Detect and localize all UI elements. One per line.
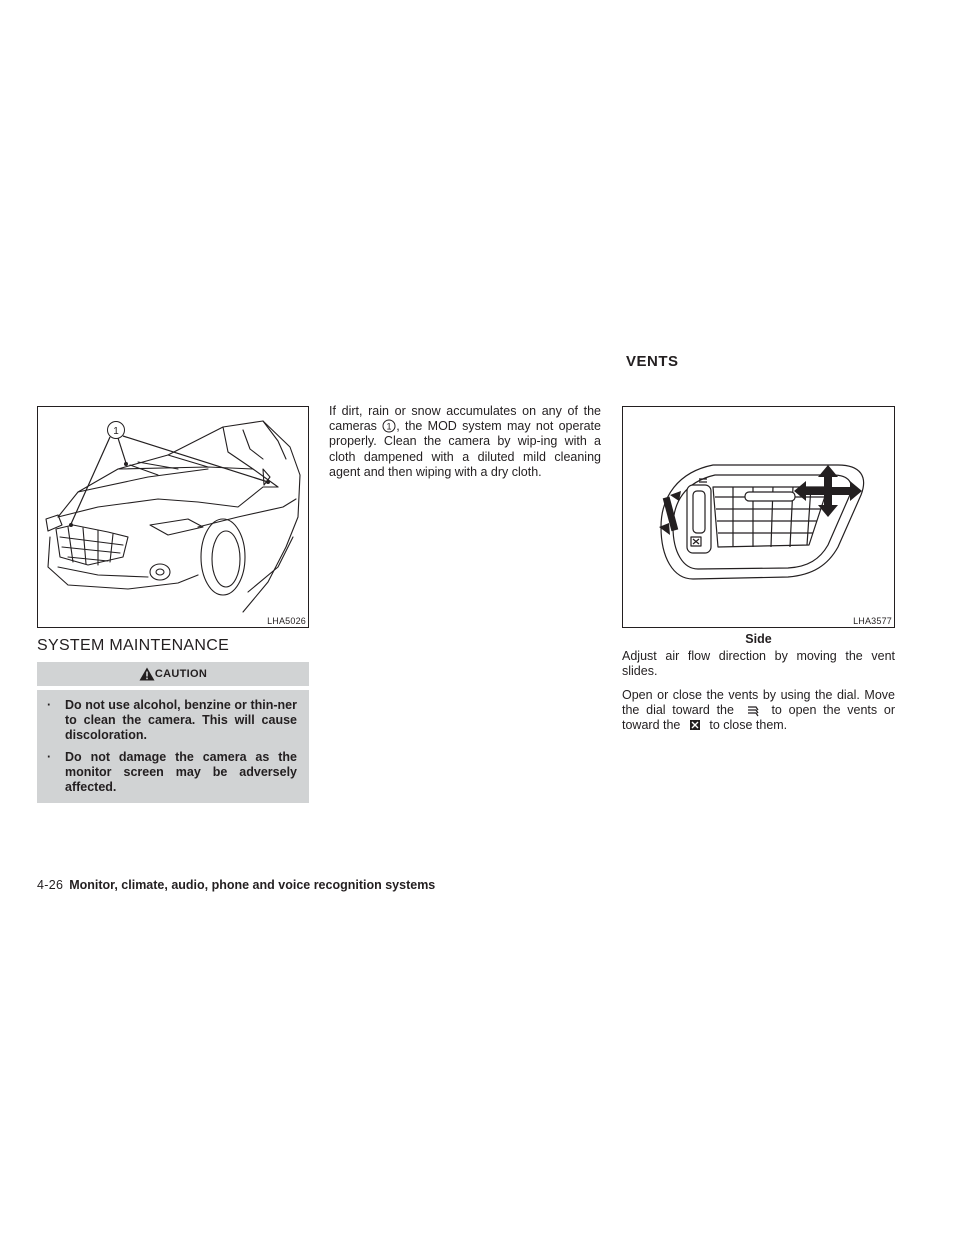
caution-list bbox=[37, 690, 309, 803]
section-title-system-maintenance: SYSTEM MAINTENANCE bbox=[37, 637, 230, 654]
warning-triangle-icon bbox=[139, 667, 155, 681]
callout-1-icon bbox=[382, 419, 396, 433]
caution-item: · Do not damage the camera as the monitor screen may be adversely affected. bbox=[47, 749, 297, 795]
camera-cleaning-paragraph: If dirt, rain or snow accumulates on any of the cameras 1 , the MOD system may not operate properly. Clean the camera by wip-ing with a cloth dampened with a diluted mild cleaning agent and then wiping with a dry cloth. bbox=[329, 404, 601, 479]
page-footer bbox=[37, 878, 435, 892]
chapter-title: Monitor, climate, audio, phone and voice recognition systems bbox=[69, 878, 436, 892]
callout-number: 1 bbox=[113, 426, 119, 437]
caution-item: · Do not use alcohol, benzine or thin-ner to clean the camera. This will cause discoloration. bbox=[47, 698, 297, 743]
caution-header bbox=[37, 662, 309, 686]
close-vent-icon bbox=[684, 719, 706, 732]
figure-caption: Side bbox=[745, 632, 772, 646]
caution-label: CAUTION bbox=[154, 668, 208, 680]
vent-figure bbox=[622, 406, 895, 628]
car-illustration bbox=[38, 407, 308, 627]
svg-text:1: 1 bbox=[386, 421, 392, 432]
vents-paragraph-dial: Open or close the vents by using the dial. Move the dial toward the to open the vents or toward the to close them. bbox=[622, 688, 896, 733]
caution-box bbox=[37, 662, 309, 803]
figure-code: LHA5026 bbox=[267, 616, 306, 626]
vent-illustration bbox=[623, 407, 894, 627]
car-camera-figure bbox=[37, 406, 309, 628]
figure-code: LHA3577 bbox=[853, 616, 892, 626]
page-number: 4-26 bbox=[37, 878, 64, 892]
vents-paragraph-airflow: Adjust air flow direction by moving the vent slides. bbox=[622, 649, 895, 679]
vents-heading: VENTS bbox=[626, 353, 679, 370]
open-vent-icon bbox=[741, 704, 765, 717]
